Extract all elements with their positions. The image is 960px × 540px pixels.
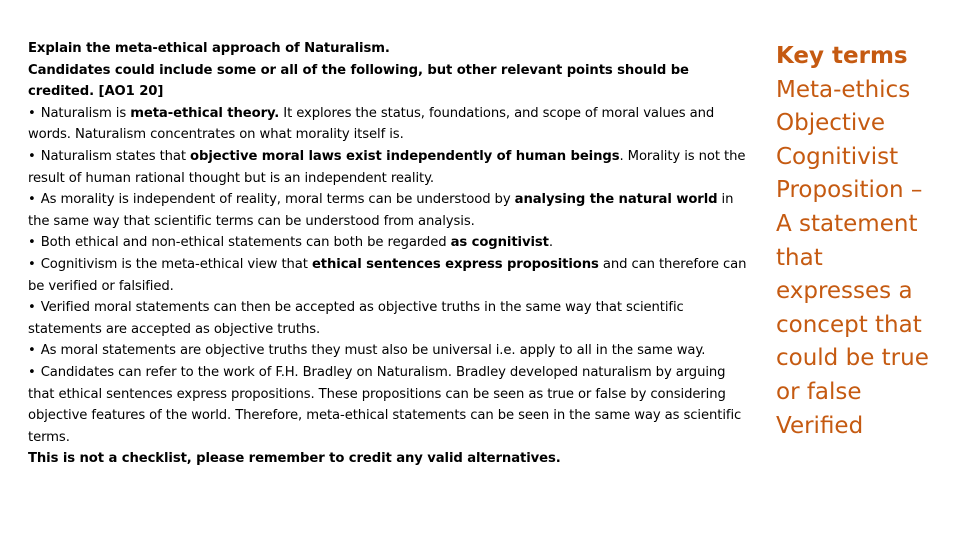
key-term-line: or false bbox=[776, 378, 862, 405]
bullet-point-7 bbox=[28, 340, 753, 362]
key-term-line: that bbox=[776, 244, 823, 271]
point-emphasis: objective moral laws exist independently of human beings bbox=[190, 148, 620, 164]
point-text: and can therefore can be verified or falsified. bbox=[28, 256, 747, 294]
key-term-line: Proposition – bbox=[776, 177, 923, 204]
point-text: . bbox=[548, 235, 553, 251]
key-term-line: Meta-ethics bbox=[776, 76, 911, 103]
question-text: Explain the meta-ethical approach of Naturalism. bbox=[28, 41, 390, 56]
point-text: As morality is independent of reality, moral terms can be understood by bbox=[40, 192, 515, 208]
footer-note: This is not a checklist, please remember to credit any valid alternatives. bbox=[28, 451, 561, 467]
bullet-point-6 bbox=[28, 297, 753, 340]
bullet-point-5 bbox=[28, 254, 753, 297]
key-terms-panel bbox=[776, 40, 960, 443]
point-text: . Morality is not the result of human rational thought but is an independent reality. bbox=[28, 148, 746, 186]
key-term-line: Cognitivist bbox=[776, 143, 899, 170]
bullet-point-1 bbox=[28, 103, 753, 146]
key-terms-heading: Key terms bbox=[776, 43, 908, 69]
bullet-point-8 bbox=[28, 362, 753, 448]
point-text: It explores the status, foundations, and scope of moral values and words. Naturalism concentrates on what morality itself is. bbox=[28, 105, 715, 143]
point-text: As moral statements are objective truths they must also be universal i.e. apply to all in the same way. bbox=[40, 343, 706, 359]
point-emphasis: meta-ethical theory. bbox=[130, 105, 280, 121]
point-text: Naturalism is bbox=[40, 105, 131, 121]
bullet-point-3 bbox=[28, 189, 753, 232]
key-term-line: expresses a bbox=[776, 278, 913, 305]
point-emphasis: ethical sentences express propositions bbox=[311, 256, 599, 272]
bullet-point-4 bbox=[28, 232, 753, 254]
key-term-line: Verified bbox=[776, 412, 864, 439]
key-term-line: A statement bbox=[776, 210, 918, 237]
key-term-line: could be true bbox=[776, 345, 929, 372]
point-emphasis: as cognitivist bbox=[450, 235, 549, 251]
point-emphasis: analysing the natural world bbox=[514, 192, 718, 208]
key-term-line: Objective bbox=[776, 110, 886, 137]
point-text: Cognitivism is the meta-ethical view that bbox=[40, 256, 312, 272]
point-text: Candidates can refer to the work of F.H. Bradley on Naturalism. Bradley developed naturalism by arguing that ethical sentences express propositions. These propositions can be seen as true or false by considering objective features of the world. Therefore, meta-ethical statements can be seen in the same way as scientific terms. bbox=[28, 364, 742, 445]
point-text: in the same way that scientific terms can be understood from analysis. bbox=[28, 192, 734, 229]
bullet-point-2 bbox=[28, 146, 753, 189]
point-text: Verified moral statements can then be accepted as objective truths in the same way that scientific statements are accepted as objective truths. bbox=[28, 300, 684, 337]
mark-scheme-panel bbox=[28, 38, 753, 470]
key-term-line: concept that bbox=[776, 311, 922, 338]
instruction-text: Candidates could include some or all of the following, but other relevant points should be credited. [AO1 20] bbox=[28, 62, 689, 100]
point-text: Naturalism states that bbox=[40, 148, 191, 164]
point-text: Both ethical and non-ethical statements can both be regarded bbox=[40, 235, 451, 251]
